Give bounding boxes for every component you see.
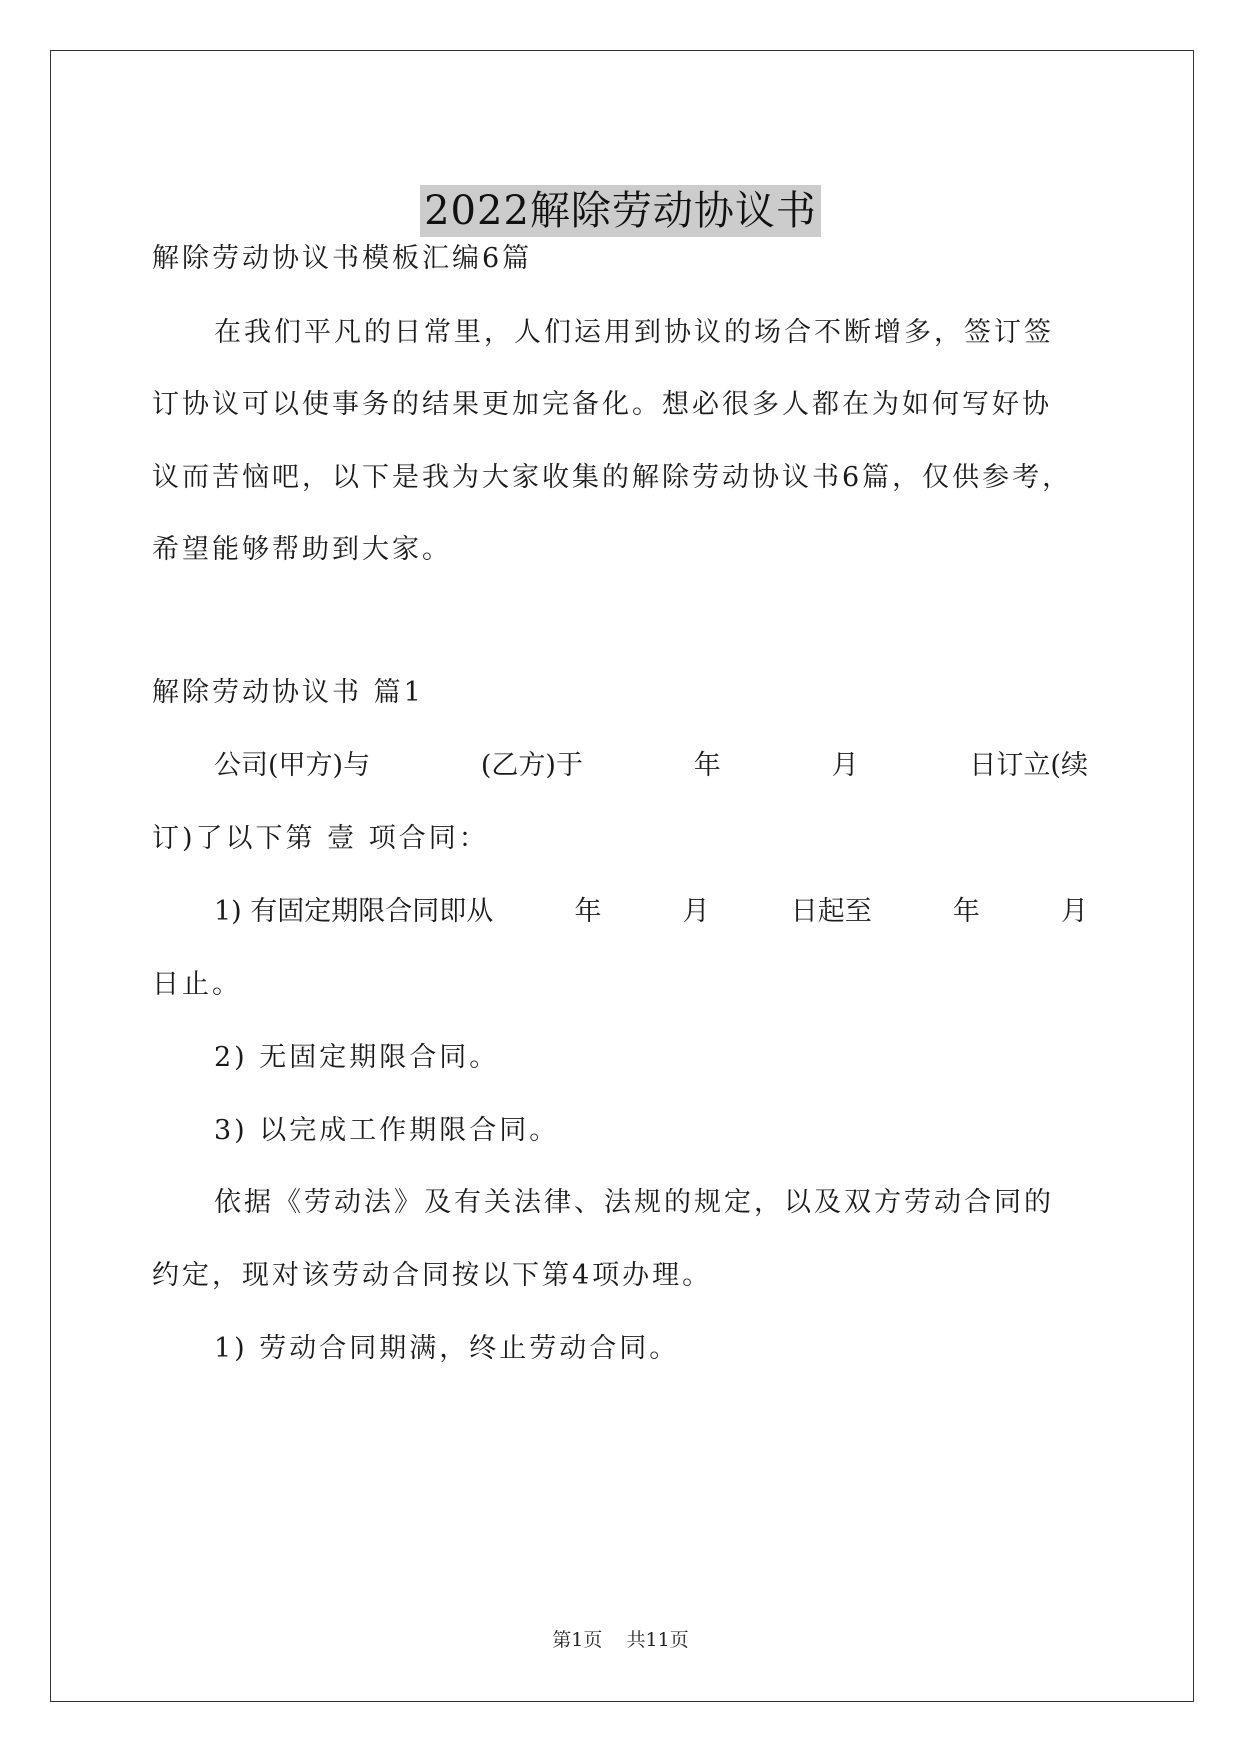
- section-heading: 解除劳动协议书 篇1: [152, 677, 424, 708]
- document-subtitle: 解除劳动协议书模板汇编6篇: [152, 243, 533, 274]
- basis-line-2: 约定，现对该劳动合同按以下第4项办理。: [152, 1260, 713, 1291]
- page-total: 共11页: [626, 1629, 689, 1651]
- item1-segment: 日起至: [790, 896, 872, 927]
- contract-segment: 公司(甲方)与: [214, 750, 371, 781]
- intro-line-4: 希望能够帮助到大家。: [152, 534, 452, 565]
- page-footer: [0, 1625, 1241, 1652]
- item1-line-2: 日止。: [152, 969, 242, 1000]
- item1-segment: 年: [574, 896, 602, 927]
- page-number: 第1页: [552, 1629, 603, 1651]
- item1-segment: 月: [1061, 896, 1088, 927]
- item1-segment: 月: [682, 896, 710, 927]
- item1-segment: 1) 有固定期限合同即从: [214, 896, 494, 927]
- contract-line-1: [214, 749, 1088, 783]
- item1-segment: 年: [952, 896, 980, 927]
- intro-line-2: 订协议可以使事务的结果更加完备化。想必很多人都在为如何写好协: [152, 389, 1052, 420]
- contract-line-2: 订)了以下第 壹 项合同：: [152, 823, 489, 854]
- item2: 2) 无固定期限合同。: [214, 1042, 500, 1073]
- intro-line-3: 议而苦恼吧，以下是我为大家收集的解除劳动协议书6篇，仅供参考，: [152, 462, 1073, 493]
- contract-segment: 日订立(续: [969, 750, 1088, 781]
- contract-segment: 年: [693, 750, 721, 781]
- intro-line-1: 在我们平凡的日常里，人们运用到协议的场合不断增多，签订签: [214, 317, 1054, 348]
- contract-segment: 月: [831, 750, 859, 781]
- contract-segment: (乙方)于: [480, 750, 583, 781]
- page-frame: [50, 50, 1194, 1702]
- document-title: 2022解除劳动协议书: [420, 185, 821, 237]
- handling-item-1: 1) 劳动合同期满，终止劳动合同。: [214, 1333, 680, 1364]
- basis-line-1: 依据《劳动法》及有关法律、法规的规定，以及双方劳动合同的: [214, 1187, 1054, 1218]
- item3: 3) 以完成工作期限合同。: [214, 1115, 560, 1146]
- item1-line-1: [214, 895, 1088, 929]
